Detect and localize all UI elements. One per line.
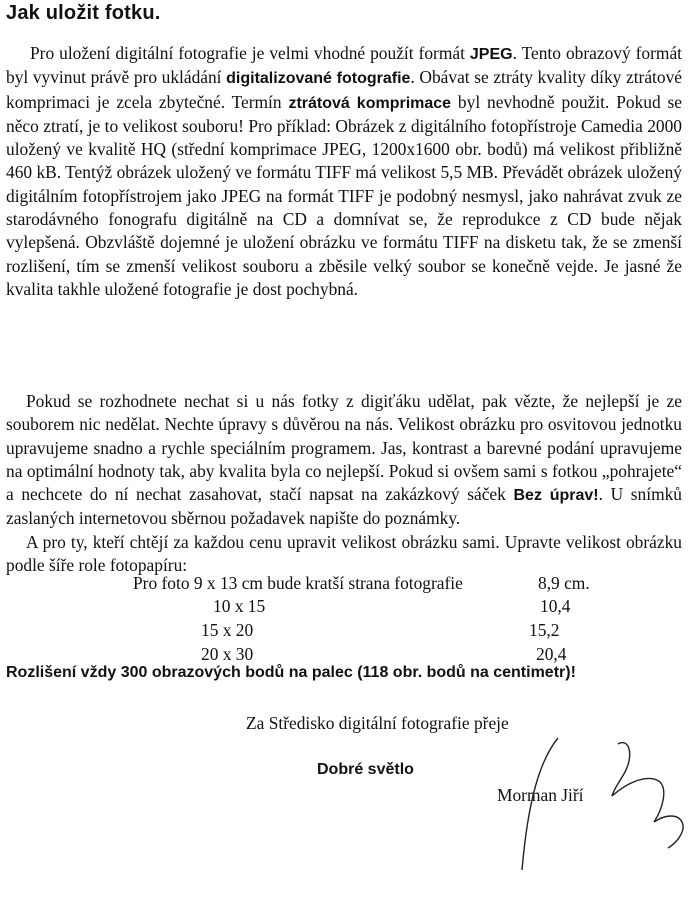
p1-bold-jpeg: JPEG [469,46,513,63]
table-row [0,619,700,643]
p2-text-1: Pokud se rozhodnete nechat si u nás fotky z digiťáku udělat, pak vězte, že nejlepší je ze souborem nic nedělat. Nechte úpravy s důvěrou na nás. Velikost obrázku pro osvitovou jednotku upravujeme snadno a rychle speciálním programem. Jas, kontrast a barevné podání upravujeme na optimální hodnoty tak, aby kvalita byla co nejlepší. Pokud si ovšem sami s fotkou „pohrajete“ a nechcete do ní nechat zasahovat, stačí napsat na zakázkový sáček [6,391,682,505]
paragraph-resize-yourself: A pro ty, kteří chtějí za každou cenu upravit velikost obrázku sami. Upravte velikost obrázku podle šíře role fotopapíru: [6,532,682,576]
table-cell-value: 10,4 [540,596,571,616]
table-row [0,572,700,596]
signer-name: Morman Jiří [497,785,584,805]
p1-bold-digitized-photo: digitalizované fotografie [226,70,411,88]
p1-text-2: . Tento obrazový formát byl vyvinut právě pro ukládání [6,43,682,88]
table-cell-value: 15,2 [529,620,560,640]
handwritten-signature [500,730,690,880]
resolution-note: Rozlišení vždy 300 obrazových bodů na palec (118 obr. bodů na centimetr)! [6,664,576,681]
p2-text-2: . U snímků zaslaných internetovou sběrnou požadavek napište do poznámky. [6,484,682,529]
table-cell-size: Pro foto 9 x 13 cm bude kratší strana fotografie [133,573,463,593]
table-cell-size: 15 x 20 [201,620,254,640]
table-cell-size: 10 x 15 [213,596,266,616]
p1-text-3: . Obávat se ztráty kvality díky ztrátové komprimaci je zcela zbytečné. Termín [6,67,683,112]
document-title: Jak uložit fotku. [6,2,161,24]
table-row [0,595,700,619]
greeting: Dobré světlo [317,761,414,778]
table-cell-value: 20,4 [536,644,567,664]
paragraph-our-service [6,390,682,531]
table-cell-size: 20 x 30 [201,644,254,664]
p1-bold-lossy-compression: ztrátová komprimace [288,94,452,112]
p1-text-4: byl nevhodně použit. Pokud se něco ztratí, je to velikost souboru! Pro příklad: Obrázek z digitálního fotopřístroje Camedia 2000 uložený ve kvalitě HQ (střední komprimace JPEG, 1200x1600 obr. bodů) má velikost přibližně 460 kB. Tentýž obrázek uložený ve formátu TIFF má velikost 5,5 MB. Převádět obrázek uložený digitálním fotopřístrojem jako JPEG na formát TIFF je podobný nesmysl, jako nahrávat zvuk ze starodávného fonografu digitálně na CD a domnívat se, že reprodukce z CD bude nějak vylepšená. Obzvláště dojemné je uložení obrázku ve formátu TIFF na disketu tak, že se zmenší rozlišení, tím se zmenší velikost souboru a zběsile velký soubor se konečně vejde. Je jasné že kvalita takhle uložené fotografie je dost pochybná. [6,91,683,299]
closing-line: Za Středisko digitální fotografie přeje [246,713,509,733]
p2-bold-no-edits: Bez úprav! [513,487,599,505]
table-cell-value: 8,9 cm. [538,573,590,593]
p1-text-1: Pro uložení digitální fotografie je velmi vhodné použít formát [30,43,470,63]
paragraph-jpeg-format [6,42,682,301]
